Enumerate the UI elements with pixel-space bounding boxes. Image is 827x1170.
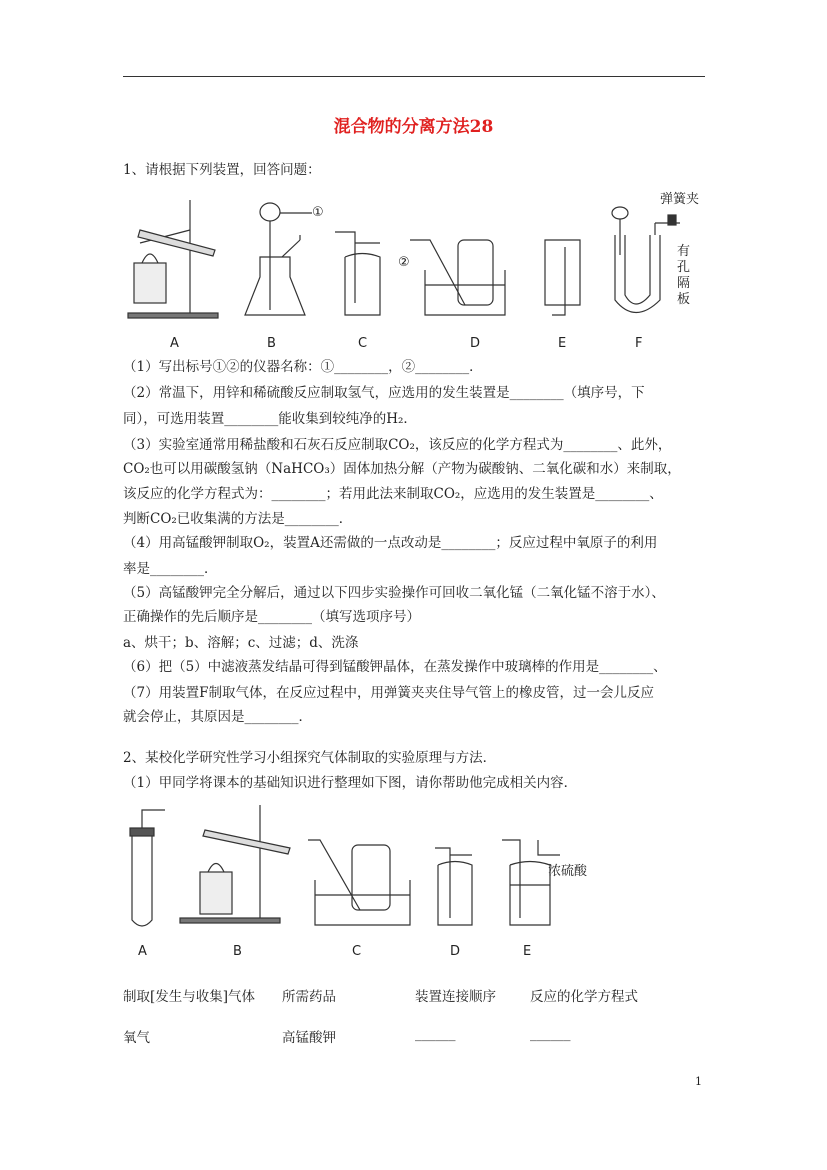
fig1-label-b: B xyxy=(267,336,276,351)
q1-line-14: （7）用装置F制取气体，在反应过程中，用弹簧夹夹住导气管上的橡皮管，过一会儿反应 xyxy=(123,685,654,701)
fig1-label-a: A xyxy=(170,336,179,351)
fig2-label-a: A xyxy=(138,944,147,959)
header-rule xyxy=(123,76,705,77)
fig1-label-f: F xyxy=(635,336,643,351)
q1-line-1: （1）写出标号①②的仪器名称：①________，②________． xyxy=(123,359,483,375)
table-header-gas: 制取[发生与收集]气体 xyxy=(123,989,256,1005)
fig2-label-b: B xyxy=(233,944,242,959)
fig2-label-d: D xyxy=(450,944,461,959)
page-title: 混合物的分离方法28 xyxy=(333,117,494,137)
q1-line-13: （6）把（5）中滤液蒸发结晶可得到锰酸钾晶体，在蒸发操作中玻璃棒的作用是________、 xyxy=(123,659,667,675)
fig2-label-c: C xyxy=(352,944,362,959)
q1-line-12: a、烘干；b、溶解；c、过滤；d、洗涤 xyxy=(123,635,359,651)
perforated-plate-label-2: 孔 xyxy=(677,260,691,275)
q1-line-2: （2）常温下，用锌和稀硫酸反应制取氢气，应选用的发生装置是________（填序号，下 xyxy=(123,385,645,401)
q1-line-6: 该反应的化学方程式为：________；若用此法来制取CO₂，应选用的发生装置是________、 xyxy=(123,486,663,502)
callout-2: ② xyxy=(398,255,410,270)
fig1-label-d: D xyxy=(470,336,481,351)
table-header-reagent: 所需药品 xyxy=(282,989,336,1005)
q1-line-10: （5）高锰酸钾完全分解后，通过以下四步实验操作可回收二氧化锰（二氧化锰不溶于水）、 xyxy=(123,585,665,601)
question-2-sub1: （1）甲同学将课本的基础知识进行整理如下图，请你帮助他完成相关内容． xyxy=(123,775,578,791)
perforated-plate-label-3: 隔 xyxy=(677,276,691,291)
perforated-plate-label-4: 板 xyxy=(677,292,691,307)
q1-line-9: 率是________． xyxy=(123,561,218,577)
q1-line-4: （3）实验室通常用稀盐酸和石灰石反应制取CO₂，该反应的化学方程式为________、此外， xyxy=(123,437,672,453)
q1-line-8: （4）用高锰酸钾制取O₂，装置A还需做的一点改动是________；反应过程中氧原子的利用 xyxy=(123,535,658,551)
figure-2-apparatus xyxy=(120,800,600,940)
table-header-order: 装置连接顺序 xyxy=(415,989,496,1005)
fig1-label-e: E xyxy=(558,336,567,351)
question-1-intro: 1、请根据下列装置，回答问题： xyxy=(123,162,321,178)
figure-1-apparatus xyxy=(120,185,720,325)
table-cell-reagent: 高锰酸钾 xyxy=(282,1030,336,1046)
q1-line-3: 同），可选用装置________能收集到较纯净的H₂． xyxy=(123,411,417,427)
q1-line-11: 正确操作的先后顺序是________（填写选项序号） xyxy=(123,609,420,625)
spring-clip-label: 弹簧夹 xyxy=(660,192,700,207)
table-header-equation: 反应的化学方程式 xyxy=(530,989,638,1005)
conc-acid-label: 浓硫酸 xyxy=(548,864,588,879)
fig1-label-c: C xyxy=(358,336,368,351)
q1-line-15: 就会停止，其原因是________． xyxy=(123,709,312,725)
callout-1: ① xyxy=(312,205,324,220)
table-cell-order: ______ xyxy=(415,1026,456,1042)
fig2-label-e: E xyxy=(523,944,532,959)
q1-line-5: CO₂也可以用碳酸氢钠（NaHCO₃）固体加热分解（产物为碳酸钠、二氧化碳和水）来制取， xyxy=(123,461,681,477)
question-2-intro: 2、某校化学研究性学习小组探究气体制取的实验原理与方法． xyxy=(123,750,497,766)
table-cell-gas: 氧气 xyxy=(123,1030,150,1046)
perforated-plate-label-1: 有 xyxy=(677,244,691,259)
table-cell-equation: ______ xyxy=(530,1026,571,1042)
page-number: 1 xyxy=(695,1075,702,1088)
q1-line-7: 判断CO₂已收集满的方法是________． xyxy=(123,511,353,527)
